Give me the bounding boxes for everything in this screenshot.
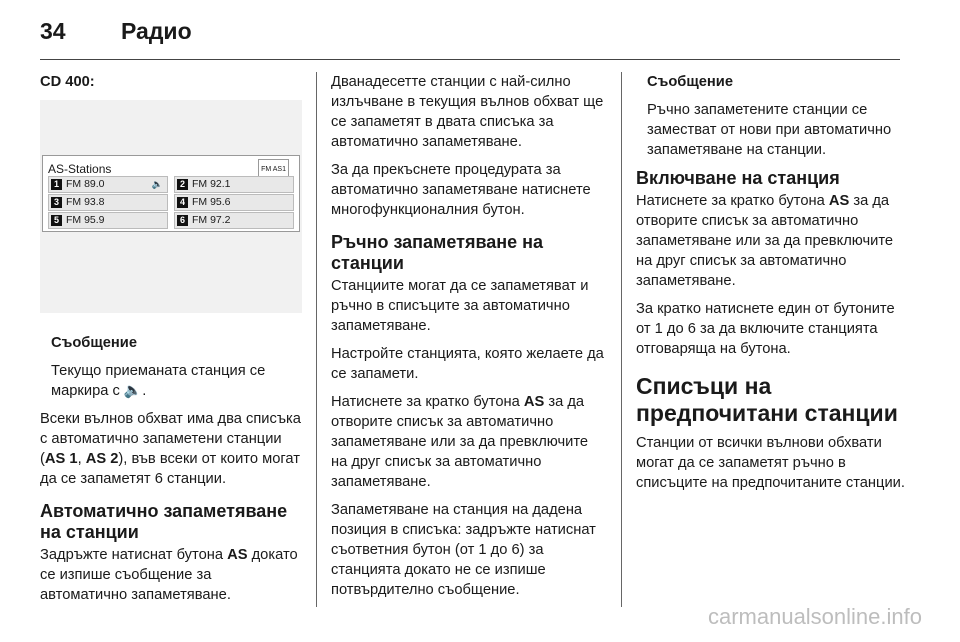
note-box [40, 333, 302, 401]
paragraph: Станциите могат да се запаметяват и ръчно в списъците за автоматично запаметяване. [331, 278, 589, 334]
paragraph: Задръжте натиснат бутона AS докато се изпише съобщение за автоматично запаметяване. [40, 547, 298, 603]
preset-4: 4 FM 95.6 [174, 194, 294, 211]
header-rule [40, 59, 900, 60]
section-heading-favourites: Списъци на предпочитани станции [636, 373, 898, 426]
paragraph: Дванадесетте станции с най-силно излъчване в текущия вълнов обхват ще се запаметят в двата списъка за автоматично запаметяване. [331, 74, 604, 150]
as-stations-panel [42, 155, 300, 232]
watermark: carmanualsonline.info [707, 604, 922, 629]
section-heading-manual-store: Ръчно запаметяване на станции [331, 232, 544, 273]
paragraph: Запаметяване на станция на дадена позиция в списъка: задръжте натиснат съответния бутон (от 1 до 6) за станцията докато не се изпише потвърдително съобщение. [331, 502, 596, 598]
preset-5: 5 FM 95.9 [48, 212, 168, 229]
speaker-icon: 🔈 [123, 383, 143, 399]
column-1 [40, 72, 302, 613]
note-text: Текущо приеманата станция се маркира с 🔈. [51, 363, 266, 399]
band-tag: FM AS1 [258, 159, 289, 181]
column-3 [636, 72, 906, 501]
paragraph: За кратко натиснете един от бутоните от 1 до 6 за да включите станцията отговаряща на бутона. [636, 301, 895, 357]
paragraph: Станции от всички вълнови обхвати могат да се запаметят ръчно в списъците на предпочитаните станции. [636, 435, 905, 491]
paragraph: Натиснете за кратко бутона AS за да отворите списък за автоматично запаметяване или за да превключите на друг списък за автоматично запаметяване. [636, 193, 894, 289]
preset-2: 2 FM 92.1 [174, 176, 294, 193]
page-title: Радио [121, 18, 192, 44]
paragraph: Натиснете за кратко бутона AS за да отворите списък за автоматично запаметяване или за да превключите на друг списък за автоматично запаметяване. [331, 394, 589, 490]
page-number: 34 [40, 18, 66, 44]
column-divider-2 [621, 72, 622, 607]
preset-6: 6 FM 97.2 [174, 212, 294, 229]
as-stations-title: AS-Stations [48, 162, 112, 176]
column-2 [331, 72, 606, 608]
cd400-label: CD 400: [40, 74, 95, 90]
note-title: Съобщение [51, 335, 137, 351]
note-title: Съобщение [647, 74, 733, 90]
column-divider-1 [316, 72, 317, 607]
note-text: Ръчно запаметените станции се заместват от нови при автоматично запаметяване на станции. [647, 102, 892, 158]
section-heading-switch-station: Включване на станция [636, 168, 840, 188]
radio-display-illustration [40, 100, 302, 313]
paragraph: За да прекъснете процедурата за автоматично запаметяване натиснете многофункционалния бутон. [331, 162, 591, 218]
note-box [636, 72, 906, 160]
preset-3: 3 FM 93.8 [48, 194, 168, 211]
paragraph: Настройте станцията, която желаете да се запамети. [331, 346, 604, 382]
speaker-icon: 🔈 [151, 179, 163, 189]
preset-1: 1 FM 89.0 🔈 [48, 176, 168, 193]
paragraph: Всеки вълнов обхват има два списъка с автоматично запаметени станции (AS 1, AS 2), във всеки от които могат да се запаметят 6 станции. [40, 411, 301, 487]
section-heading-auto-store: Автоматично запаметяване на станции [40, 501, 288, 542]
